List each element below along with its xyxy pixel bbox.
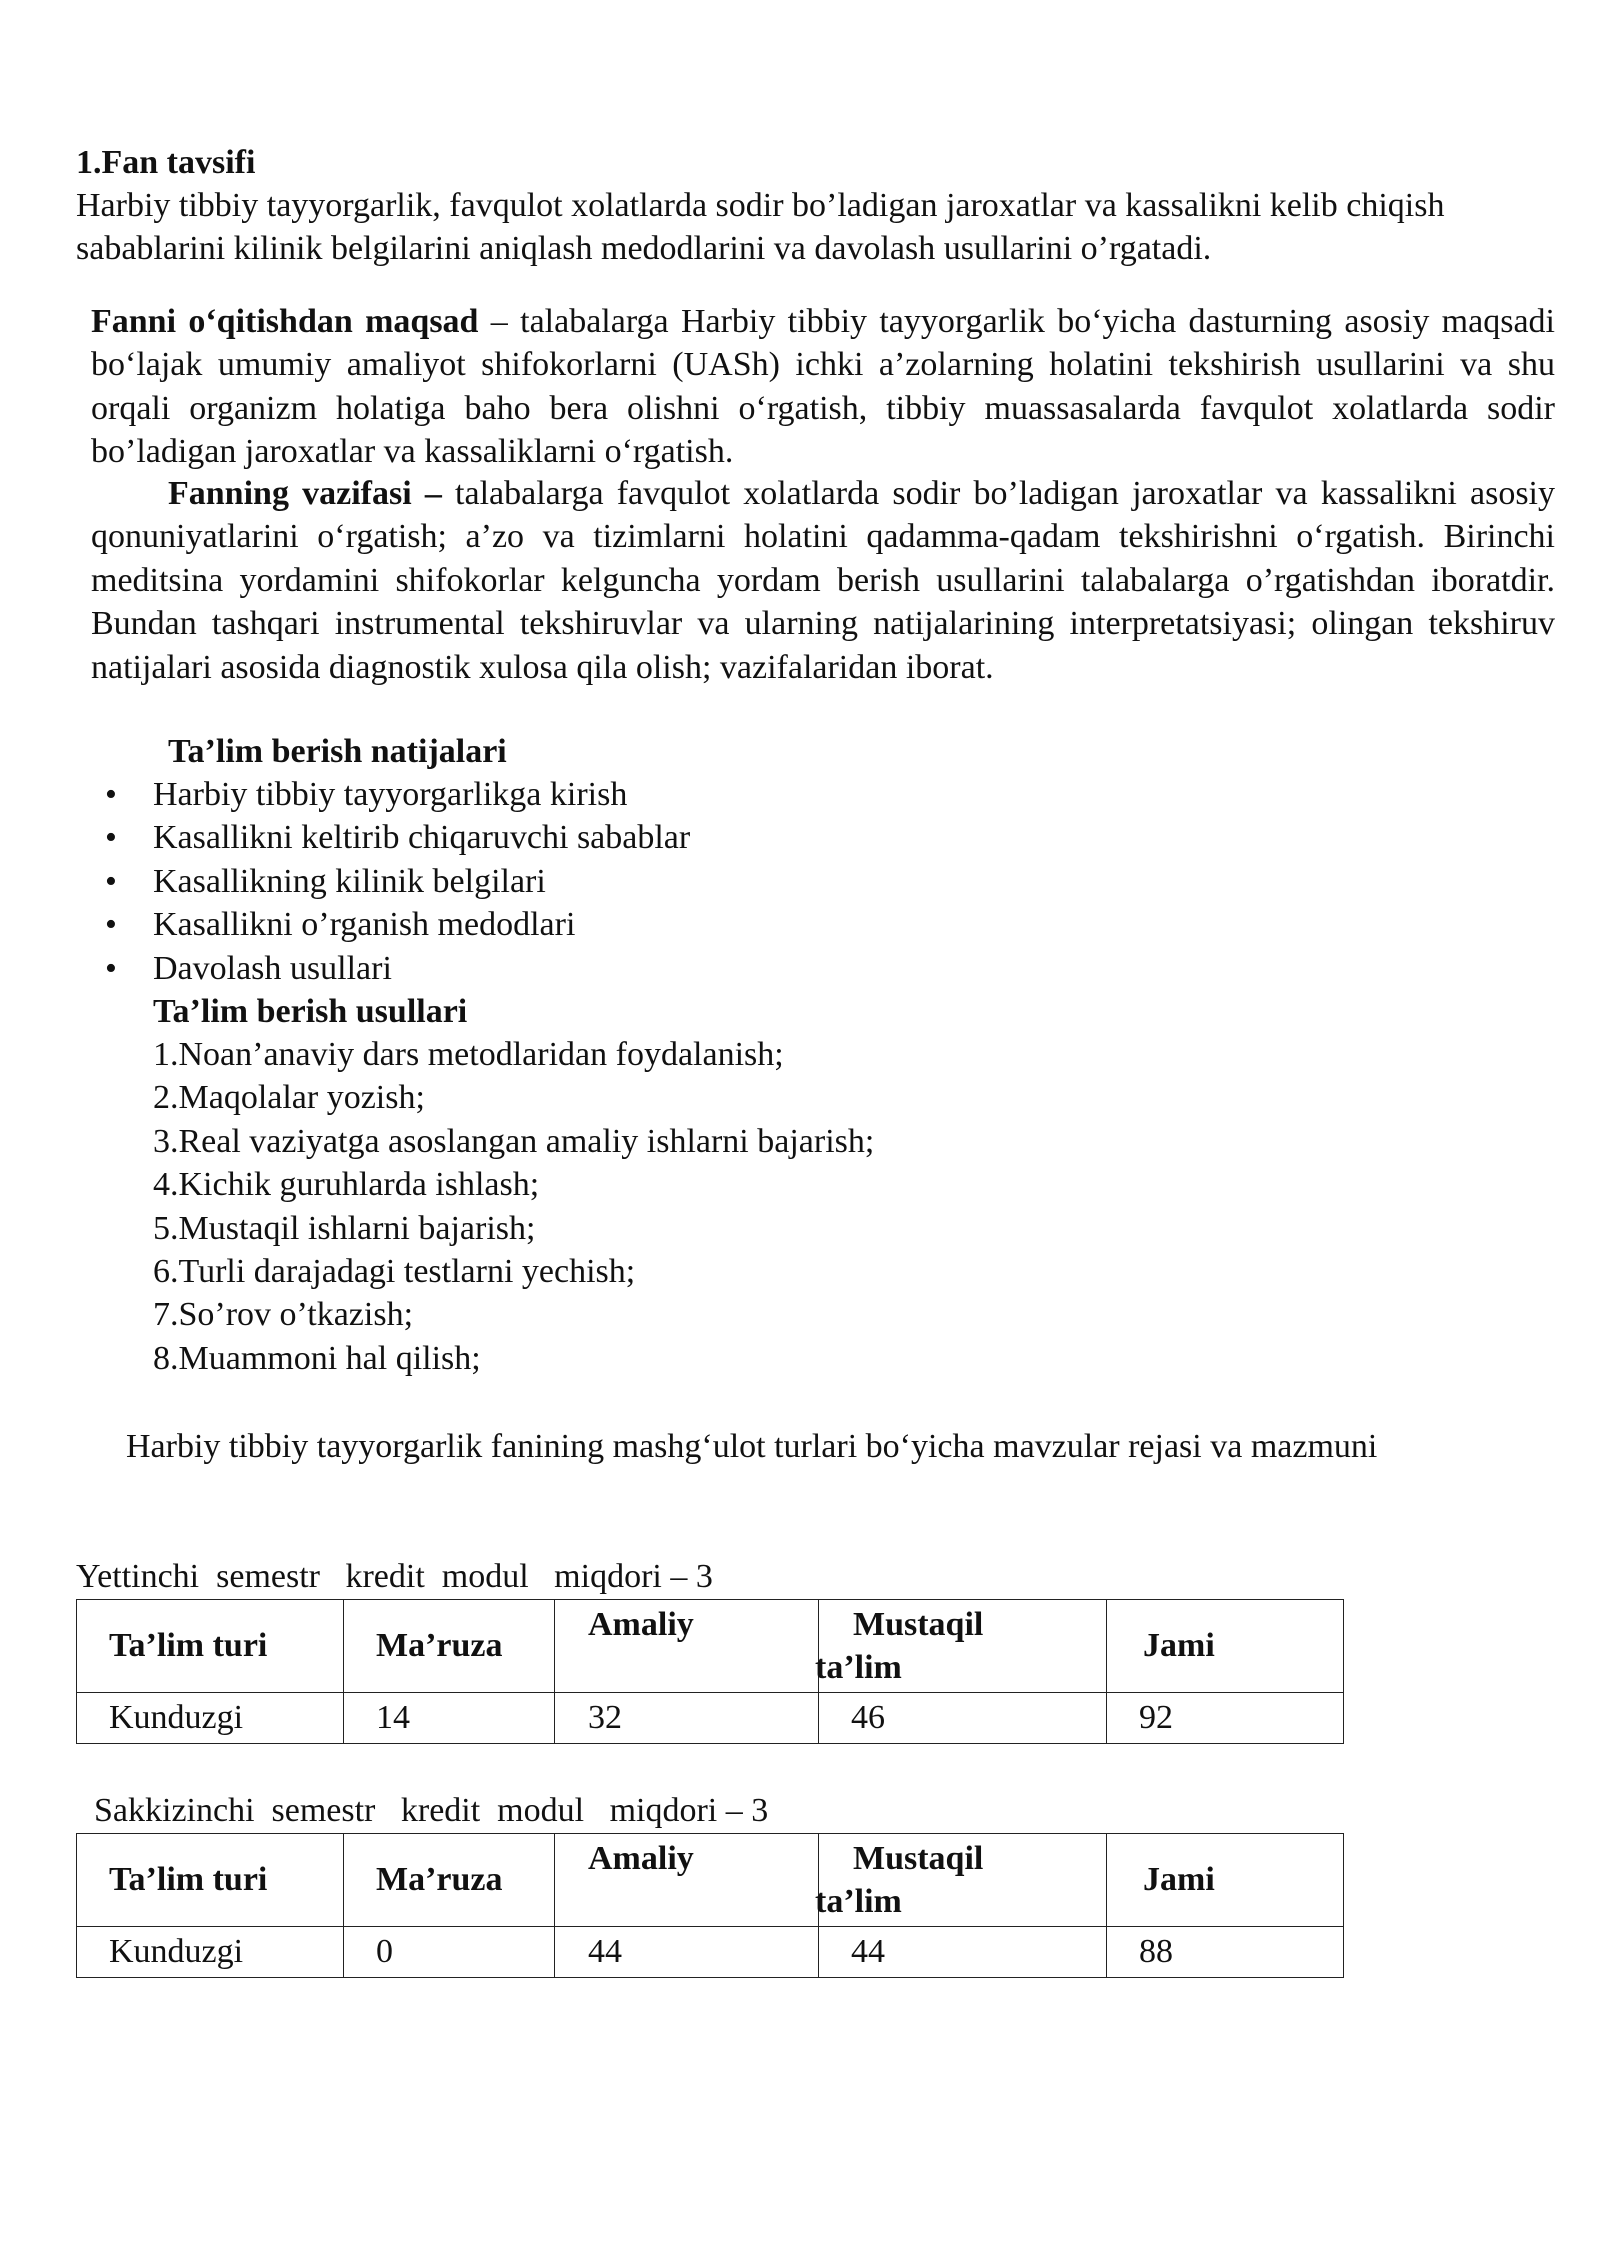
cell-lecture-value: 0	[376, 1933, 393, 1971]
list-item-text: Harbiy tibbiy tayyorgarlikga kirish	[153, 776, 628, 813]
list-item: 6.Turli darajadagi testlarni yechish;	[153, 1252, 636, 1290]
course-description: Harbiy tibbiy tayyorgarlik, favqulot xolatlarda sodir bo’ladigan jaroxatlar va kassalikni kelib chiqish sabablarini kilinik belgilarini aniqlash medodlarini va davolash usullarini o’rgatadi.	[76, 187, 1445, 268]
header-total-label: Jami	[1143, 1861, 1215, 1899]
list-item	[105, 903, 690, 946]
semester-7-caption: Yettinchi semestr kredit modul miqdori – 3	[76, 1558, 713, 1595]
header-independent-line-2: ta’lim	[815, 1649, 902, 1686]
list-item-text: Kasallikning kilinik belgilari	[153, 862, 546, 900]
list-item-text: Davolash usullari	[153, 949, 392, 987]
table-row	[77, 1927, 1344, 1978]
list-item: 5.Mustaqil ishlarni bajarish;	[153, 1209, 536, 1247]
cell-independent	[819, 1927, 1107, 1978]
list-item-text: Kasallikni keltirib chiqaruvchi sabablar	[153, 819, 691, 857]
cell-type	[77, 1927, 344, 1978]
cell-lecture	[344, 1927, 555, 1978]
cell-type-value: Kunduzgi	[109, 1933, 244, 1971]
methods-list	[153, 1033, 874, 1380]
header-practical	[555, 1834, 819, 1927]
list-item: 4.Kichik guruhlarda ishlash;	[153, 1166, 540, 1204]
header-total	[1107, 1834, 1344, 1927]
header-lecture-label: Ma’ruza	[376, 1861, 503, 1899]
outcomes-title: Ta’lim berish natijalari	[168, 733, 507, 770]
cell-type	[77, 1693, 344, 1744]
cell-total-value: 88	[1139, 1933, 1173, 1971]
list-item	[105, 947, 690, 990]
cell-lecture-value: 14	[376, 1699, 410, 1737]
tasks-label: Fanning vazifasi –	[168, 475, 442, 512]
header-total	[1107, 1600, 1344, 1693]
bullet-icon: •	[105, 776, 117, 813]
cell-independent-value: 44	[851, 1933, 885, 1971]
list-item: 3.Real vaziyatga asoslangan amaliy ishlarni bajarish;	[153, 1122, 875, 1160]
goal-text: – talabalarga Harbiy tibbiy tayyorgarlik boʻyicha dasturning asosiy maqsadi boʻlajak umumiy amaliyot shifokorlarni (UASh) ichki a’zolarning holatini tekshirish usullarini va shu orqali organizm holatiga baho bera olishni oʻrgatish, tibbiy muassasalarda favqulot xolatlarda sodir bo’ladigan jaroxatlar va kassaliklarni oʻrgatish.	[91, 303, 1555, 471]
goal-paragraph	[91, 300, 1555, 474]
list-item	[105, 816, 690, 859]
cell-practical-value: 44	[588, 1933, 622, 1971]
list-item	[105, 860, 690, 903]
methods-title: Ta’lim berish usullari	[153, 993, 468, 1030]
header-type-label: Ta’lim turi	[109, 1627, 268, 1665]
tasks-paragraph	[91, 472, 1555, 689]
cell-lecture	[344, 1693, 555, 1744]
cell-total	[1107, 1927, 1344, 1978]
bullet-icon: •	[105, 906, 117, 944]
cell-total	[1107, 1693, 1344, 1744]
header-lecture	[344, 1600, 555, 1693]
cell-independent	[819, 1693, 1107, 1744]
list-item-text: Kasallikni o’rganish medodlari	[153, 906, 576, 944]
header-independent-line-2: ta’lim	[815, 1883, 902, 1920]
list-item: 1.Noan’anaviy dars metodlaridan foydalanish;	[153, 1036, 784, 1073]
semester-7-table	[76, 1599, 1344, 1744]
header-practical-label: Amaliy	[588, 1840, 694, 1878]
list-item: 8.Muammoni hal qilish;	[153, 1339, 481, 1377]
list-item: 2.Maqolalar yozish;	[153, 1079, 425, 1117]
header-type	[77, 1600, 344, 1693]
section-title: 1.Fan tavsifi	[76, 144, 256, 181]
cell-total-value: 92	[1139, 1699, 1173, 1737]
list-item: 7.So’rov o’tkazish;	[153, 1296, 414, 1334]
cell-practical-value: 32	[588, 1699, 622, 1737]
header-lecture-label: Ma’ruza	[376, 1627, 503, 1665]
header-independent-label	[815, 1837, 1106, 1923]
table-header-row	[77, 1600, 1344, 1693]
bullet-icon: •	[105, 949, 117, 987]
table-header-row	[77, 1834, 1344, 1927]
plan-title: Harbiy tibbiy tayyorgarlik fanining mashgʻulot turlari boʻyicha mavzular rejasi va mazmuni	[126, 1428, 1378, 1465]
header-independent-label	[815, 1603, 1106, 1689]
header-total-label: Jami	[1143, 1627, 1215, 1665]
header-independent	[815, 1600, 1107, 1693]
list-item	[105, 773, 690, 816]
outcomes-list	[105, 773, 690, 990]
header-lecture	[344, 1834, 555, 1927]
header-type	[77, 1834, 344, 1927]
cell-practical	[555, 1927, 819, 1978]
table-row	[77, 1693, 1344, 1744]
header-type-label: Ta’lim turi	[109, 1861, 268, 1899]
header-independent-line-1: Mustaqil	[853, 1606, 984, 1643]
header-independent-line-1: Mustaqil	[853, 1840, 984, 1877]
cell-practical	[555, 1693, 819, 1744]
bullet-icon: •	[105, 862, 117, 900]
tasks-text: talabalarga favqulot xolatlarda sodir bo’ladigan jaroxatlar va kassalikni asosiy qonuniyatlarini oʻrgatish; a’zo va tizimlarni holatini qadamma-qadam tekshirishni oʻrgatish. Birinchi meditsina yordamini shifokorlar kelguncha yordam berish usullarini talabalarga o’rgatishdan iboratdir. Bundan tashqari instrumental tekshiruvlar va ularning natijalarining interpretatsiyasi; olingan tekshiruv natijalari asosida diagnostik xulosa qila olish; vazifalaridan iborat.	[91, 475, 1556, 686]
header-independent	[815, 1834, 1107, 1927]
bullet-icon: •	[105, 819, 117, 857]
header-practical	[555, 1600, 819, 1693]
semester-8-table	[76, 1833, 1344, 1978]
cell-type-value: Kunduzgi	[109, 1699, 244, 1737]
header-practical-label: Amaliy	[588, 1606, 694, 1644]
goal-label: Fanni oʻqitishdan maqsad	[91, 303, 479, 340]
semester-8-caption: Sakkizinchi semestr kredit modul miqdori – 3	[94, 1792, 769, 1829]
cell-independent-value: 46	[851, 1699, 885, 1737]
